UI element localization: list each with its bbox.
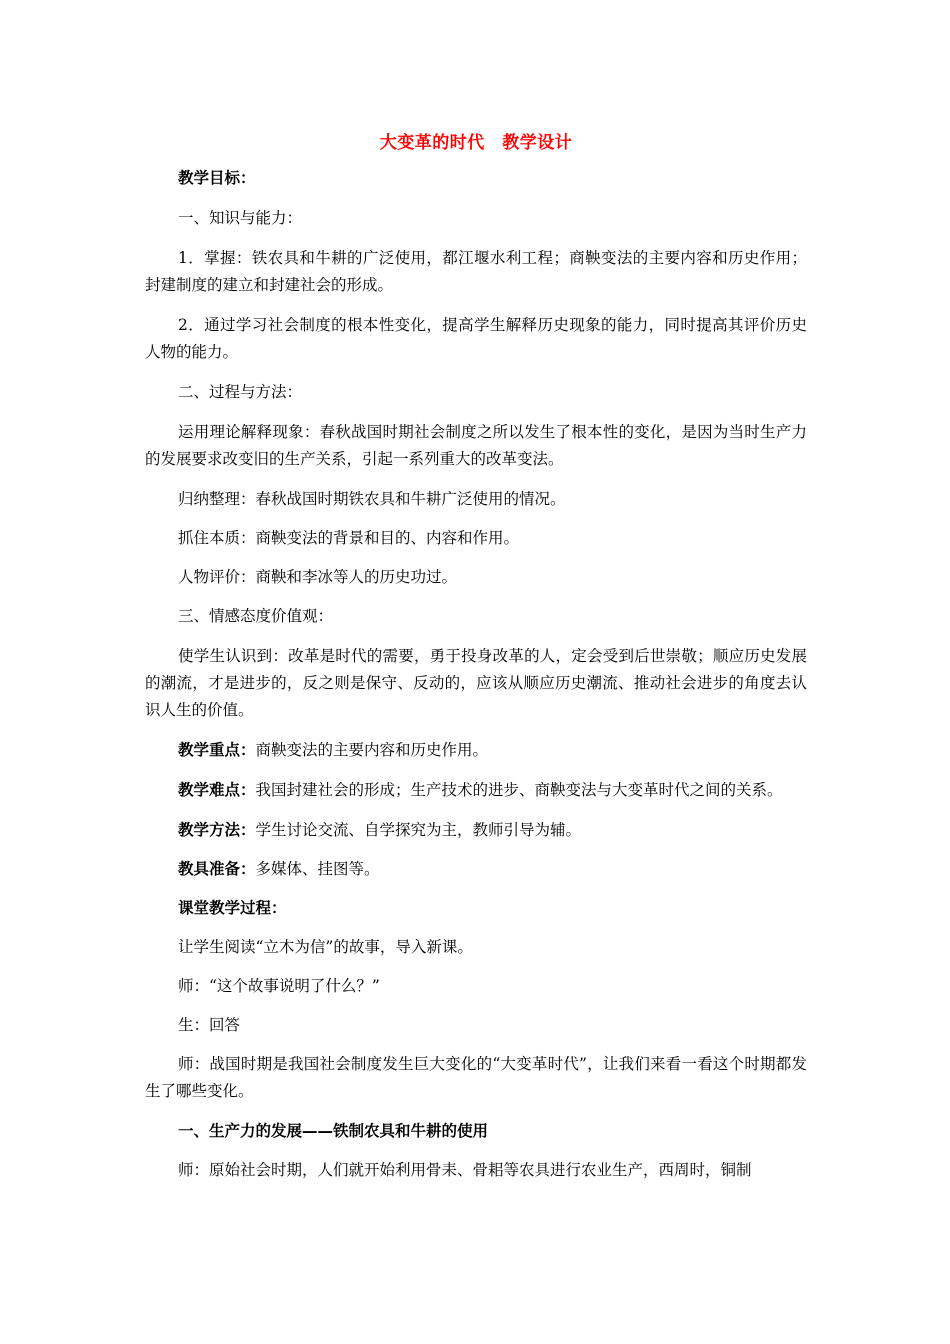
tools-label: 教具准备： xyxy=(178,860,256,878)
knowledge-item-2: 2．通过学习社会制度的根本性变化，提高学生解释历史现象的能力，同时提高其评价历史人物的能力。 xyxy=(145,316,807,361)
process-item-1: 运用理论解释现象：春秋战国时期社会制度之所以发生了根本性的变化，是因为当时生产力的发展要求改变旧的生产关系，引起一系列重大的改革变法。 xyxy=(145,423,807,468)
tools-text: 多媒体、挂图等。 xyxy=(255,860,380,878)
knowledge-heading: 一、知识与能力： xyxy=(178,209,303,227)
section1-heading: 一、生产力的发展——铁制农具和牛耕的使用 xyxy=(178,1122,489,1140)
difficulty-label: 教学难点： xyxy=(178,781,256,799)
key-point-label: 教学重点： xyxy=(178,741,256,759)
section1-text: 师：原始社会时期，人们就开始利用骨耒、骨耜等农具进行农业生产，西周时，铜制 xyxy=(178,1161,752,1179)
key-point xyxy=(145,737,807,764)
key-point-text: 商鞅变法的主要内容和历史作用。 xyxy=(255,741,489,759)
intro-line-1: 让学生阅读“立木为信”的故事，导入新课。 xyxy=(178,938,473,956)
teaching-method xyxy=(145,817,807,844)
intro-line-2: 师：“这个故事说明了什么？” xyxy=(178,977,380,995)
document-page xyxy=(145,118,807,1197)
process-item-3: 抓住本质：商鞅变法的背景和目的、内容和作用。 xyxy=(178,529,520,547)
method-text: 学生讨论交流、自学探究为主，教师引导为辅。 xyxy=(255,821,582,839)
knowledge-item-1: 1．掌握：铁农具和牛耕的广泛使用，都江堰水利工程；商鞅变法的主要内容和历史作用；封建制度的建立和封建社会的形成。 xyxy=(145,249,807,294)
intro-line-3: 生：回答 xyxy=(178,1016,241,1034)
method-label: 教学方法： xyxy=(178,821,256,839)
difficulty-point xyxy=(145,777,807,804)
process-item-2: 归纳整理：春秋战国时期铁农具和牛耕广泛使用的情况。 xyxy=(178,490,566,508)
values-heading: 三、情感态度价值观： xyxy=(178,607,334,625)
process-heading: 二、过程与方法： xyxy=(178,383,303,401)
process-item-4: 人物评价：商鞅和李冰等人的历史功过。 xyxy=(178,568,458,586)
values-item-1: 使学生认识到：改革是时代的需要，勇于投身改革的人，定会受到后世崇敬；顺应历史发展的潮流，才是进步的，反之则是保守、反动的，应该从顺应历史潮流、推动社会进步的角度去认识人生的价值。 xyxy=(145,647,807,719)
difficulty-text: 我国封建社会的形成；生产技术的进步、商鞅变法与大变革时代之间的关系。 xyxy=(255,781,783,799)
goals-heading: 教学目标： xyxy=(178,169,256,187)
teaching-tools xyxy=(145,856,807,883)
intro-line-4: 师：战国时期是我国社会制度发生巨大变化的“大变革时代”，让我们来看一看这个时期都发生了哪些变化。 xyxy=(145,1055,807,1100)
class-process-heading: 课堂教学过程： xyxy=(178,899,287,917)
document-title: 大变革的时代 教学设计 xyxy=(379,133,573,153)
